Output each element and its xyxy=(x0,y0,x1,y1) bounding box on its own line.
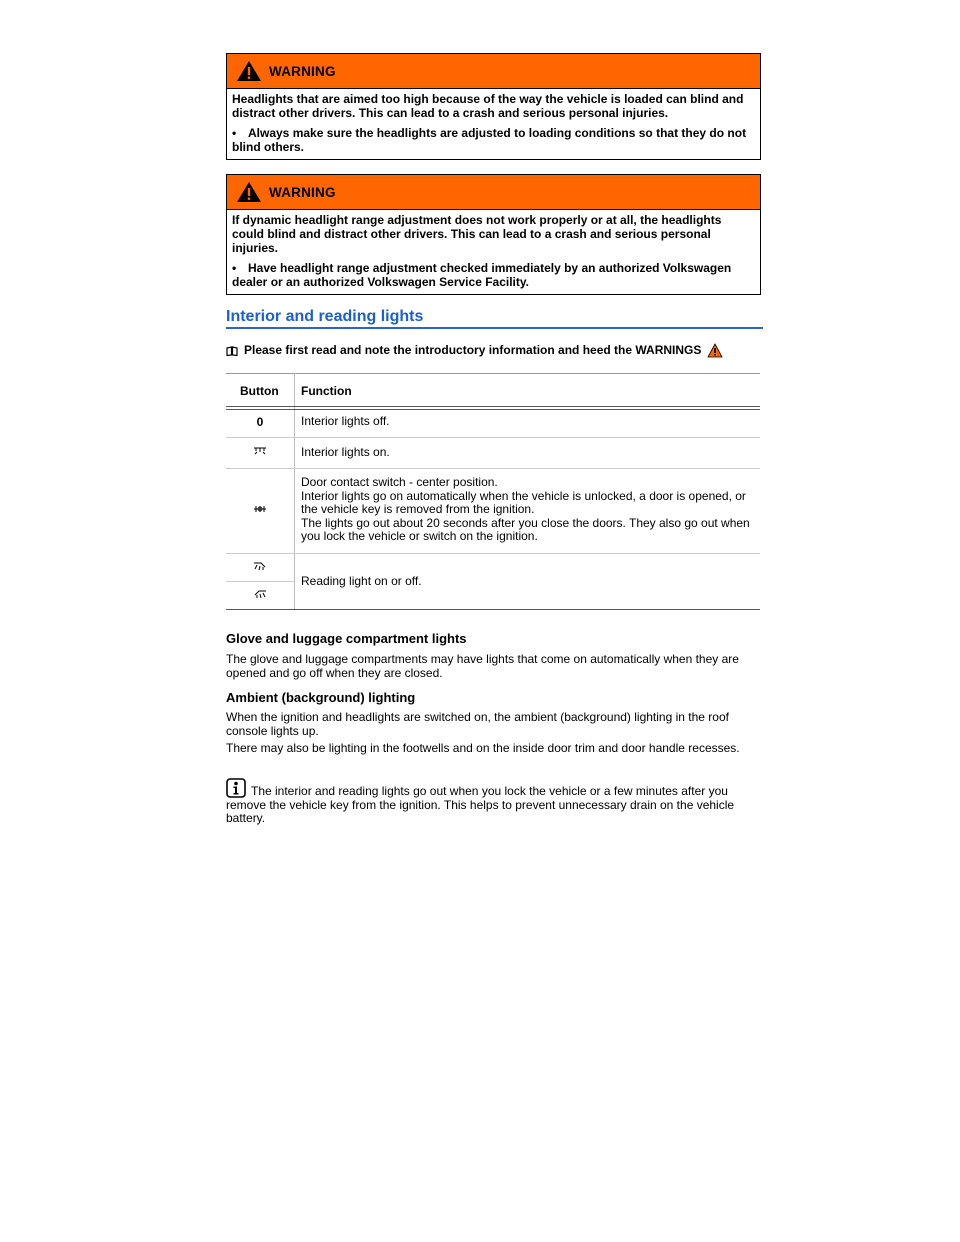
warning-header xyxy=(227,54,760,89)
ambient-text-1: When the ignition and headlights are switched on, the ambient (background) lighting in the roof console lights up. xyxy=(226,710,729,738)
intro-text: Please first read and note the introductory information and heed the WARNINGS xyxy=(244,343,702,357)
table-rule xyxy=(226,609,760,610)
reading-light-right-icon xyxy=(226,589,294,602)
header-button: Button xyxy=(240,384,279,398)
section-divider xyxy=(226,327,763,329)
table-rule xyxy=(226,553,760,554)
header-function: Function xyxy=(301,384,352,398)
ambient-text-2: There may also be lighting in the footwells and on the inside door trim and door handle recesses. xyxy=(226,741,740,755)
table-rule xyxy=(226,373,760,374)
warning-body xyxy=(227,210,760,294)
table-cell xyxy=(301,476,750,544)
bullet-icon: • xyxy=(232,261,237,275)
warning-title: WARNING xyxy=(269,185,336,200)
interior-light-on-icon xyxy=(226,446,294,459)
warning-triangle-icon xyxy=(236,60,262,82)
table-rule xyxy=(226,406,760,407)
table-rule xyxy=(226,468,760,469)
glove-text: The glove and luggage compartments may have lights that come on automatically when they are opened and go off when they are closed. xyxy=(226,652,739,680)
table-cell: Interior lights off. xyxy=(301,414,390,428)
warning-text: If dynamic headlight range adjustment does not work properly or at all, the headlights could blind and distract other drivers. This can lead to a crash and serious personal injuries. xyxy=(232,213,722,255)
ambient-heading: Ambient (background) lighting xyxy=(226,690,416,705)
warning-box-1 xyxy=(226,53,761,160)
warning-bullet xyxy=(232,126,754,154)
table-rule xyxy=(226,437,760,438)
table-cell-line: you lock the vehicle or switch on the ignition. xyxy=(301,529,538,543)
table-cell-line: the vehicle key is removed from the ignition. xyxy=(301,502,535,516)
table-cell: Interior lights on. xyxy=(301,445,390,459)
table-cell-line: Interior lights go on automatically when the vehicle is unlocked, a door is opened, or xyxy=(301,488,746,503)
door-contact-icon xyxy=(226,504,294,517)
warning-bullet-text: Always make sure the headlights are adjusted to loading conditions so that they do not blind others. xyxy=(232,126,747,154)
table-cell-line: The lights go out about 20 seconds after you close the doors. They also go out when xyxy=(301,515,750,530)
note-text: The interior and reading lights go out when you lock the vehicle or a few minutes after you remove the vehicle key from the ignition. This helps to prevent unnecessary drain on the vehicle battery. xyxy=(226,784,735,825)
warning-bullet-text: Have headlight range adjustment checked immediately by an authorized Volkswagen dealer or an authorized Volkswagen Service Facility. xyxy=(232,261,732,289)
reading-light-left-icon xyxy=(226,561,294,574)
off-symbol: 0 xyxy=(256,415,264,429)
warning-title: WARNING xyxy=(269,64,336,79)
warning-text: Headlights that are aimed too high because of the way the vehicle is loaded can blind and distract other drivers. This can lead to a crash and serious personal injuries. xyxy=(232,92,744,120)
section-title: Interior and reading lights xyxy=(226,308,424,325)
intro-line xyxy=(226,343,723,358)
table-rule xyxy=(226,409,760,410)
warning-box-2 xyxy=(226,174,761,295)
table-cell-line: Door contact switch - center position. xyxy=(301,475,498,489)
table-rule xyxy=(226,581,294,582)
warning-body xyxy=(227,89,760,159)
glove-heading: Glove and luggage compartment lights xyxy=(226,631,467,646)
note xyxy=(226,778,756,826)
warning-triangle-icon xyxy=(707,343,723,358)
warning-bullet xyxy=(232,261,754,289)
book-icon xyxy=(226,346,238,356)
bullet-icon: • xyxy=(232,126,237,140)
table-cell: Reading light on or off. xyxy=(301,574,422,588)
warning-triangle-icon xyxy=(236,181,262,203)
info-icon xyxy=(226,778,246,798)
warning-header xyxy=(227,175,760,210)
